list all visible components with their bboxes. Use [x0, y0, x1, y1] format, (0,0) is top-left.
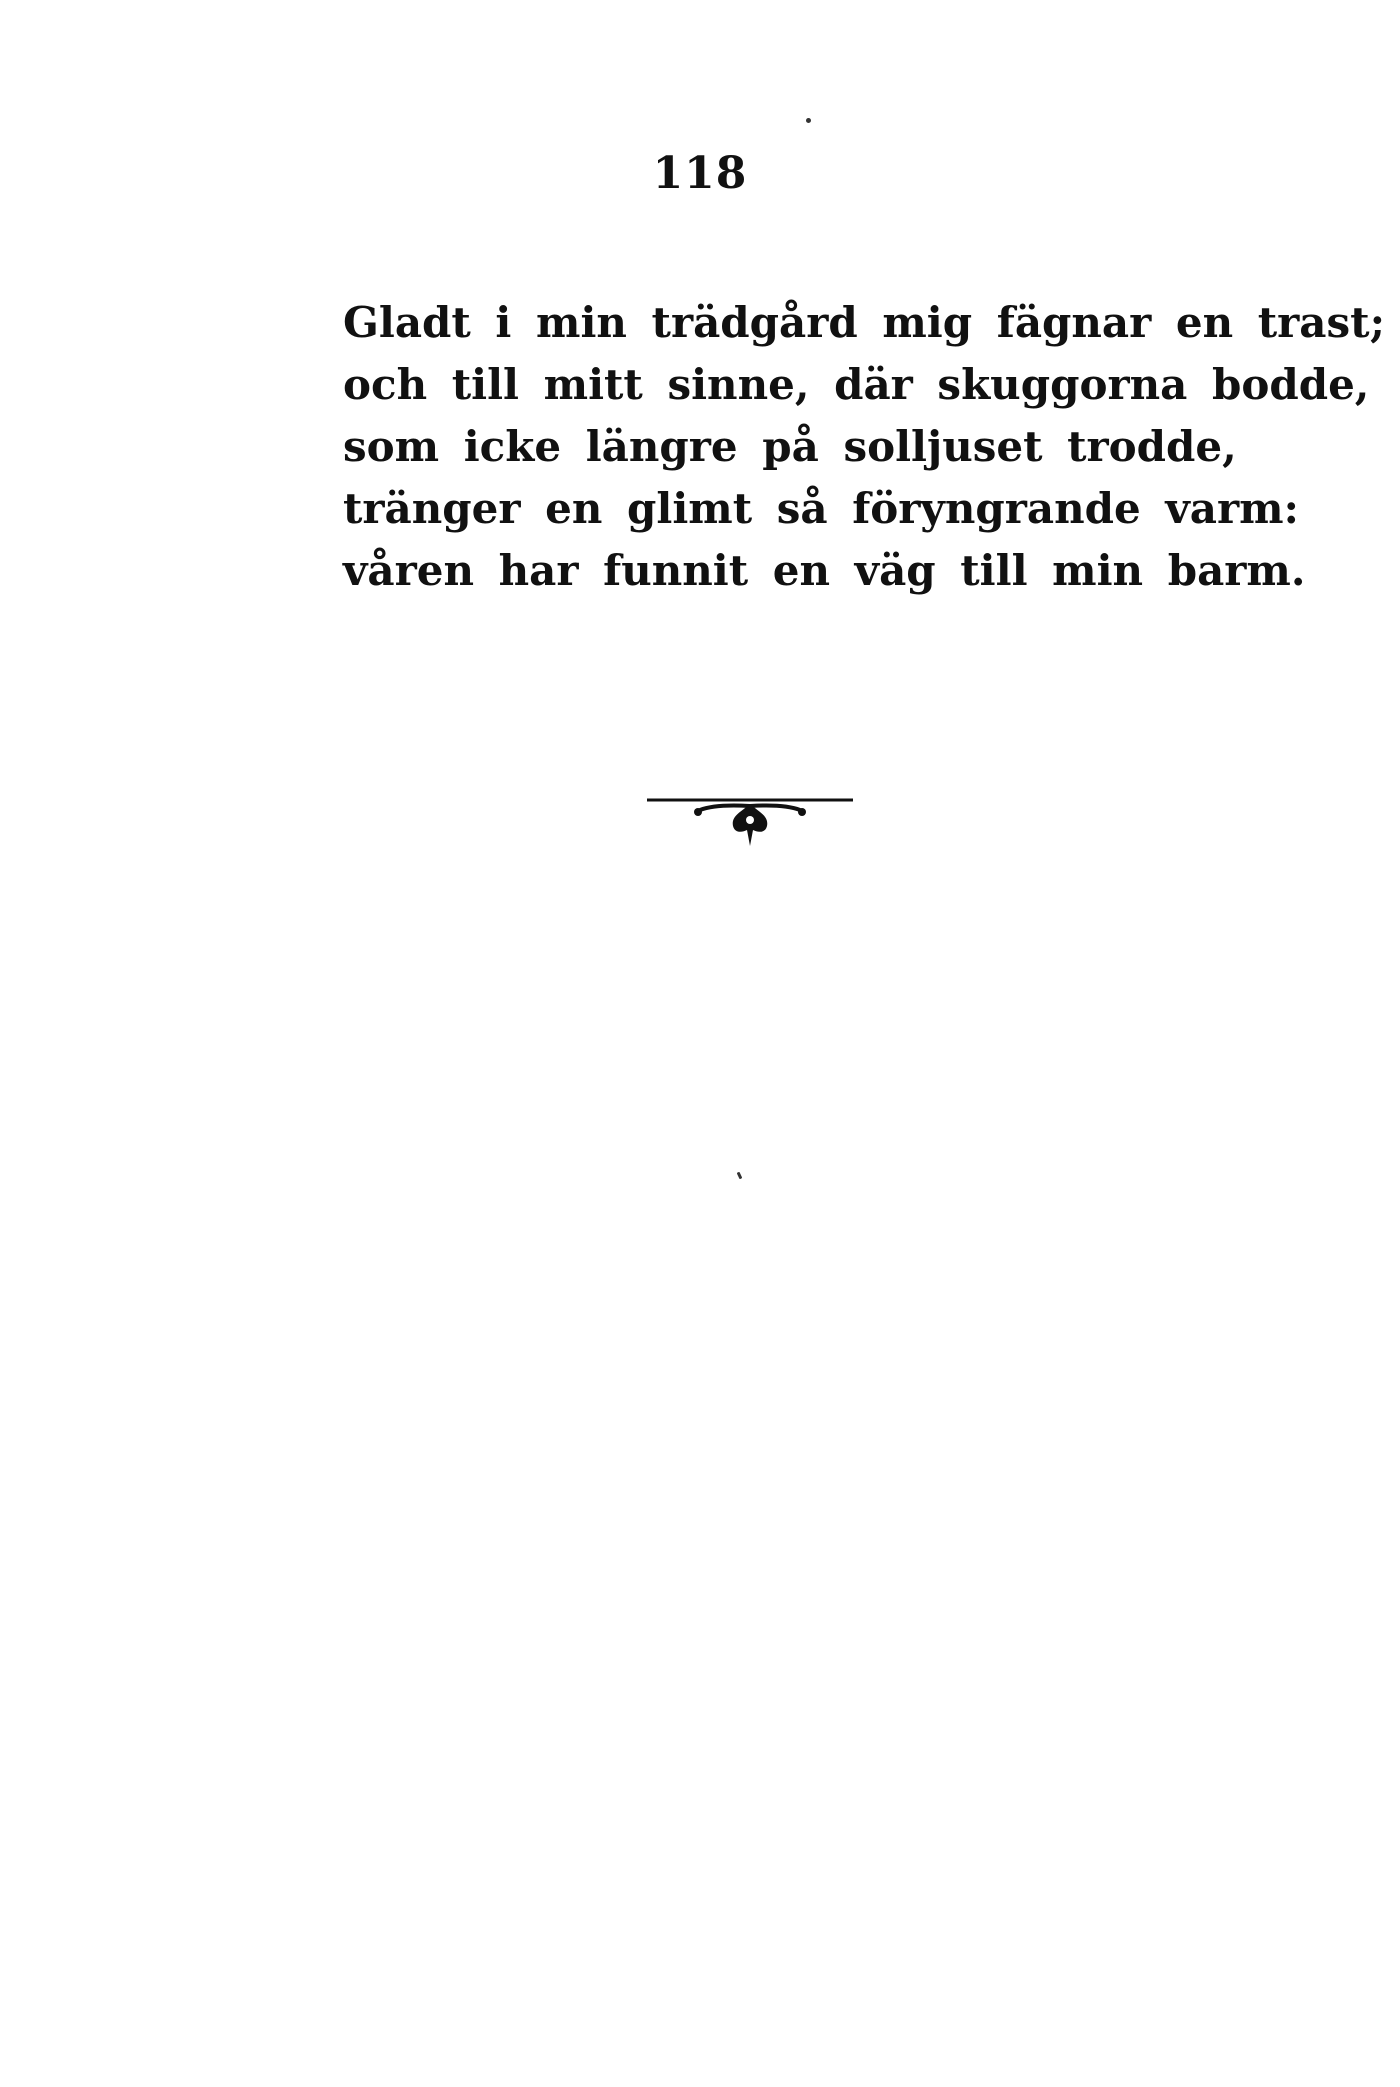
poem-line: och till mitt sinne, där skuggorna bodde,	[343, 360, 1370, 409]
poem-stanza	[343, 292, 1386, 602]
page-number: 118	[652, 148, 748, 199]
poem-line: som icke längre på solljuset trodde,	[343, 422, 1237, 471]
fleuron-divider-icon	[645, 790, 855, 860]
poem-line: tränger en glimt så föryngrande varm:	[343, 484, 1300, 533]
print-speck	[737, 1172, 743, 1180]
poem-line: våren har funnit en väg till min barm.	[343, 546, 1306, 595]
print-speck	[806, 118, 811, 123]
poem-line: Gladt i min trädgård mig fägnar en trast;	[343, 298, 1386, 347]
